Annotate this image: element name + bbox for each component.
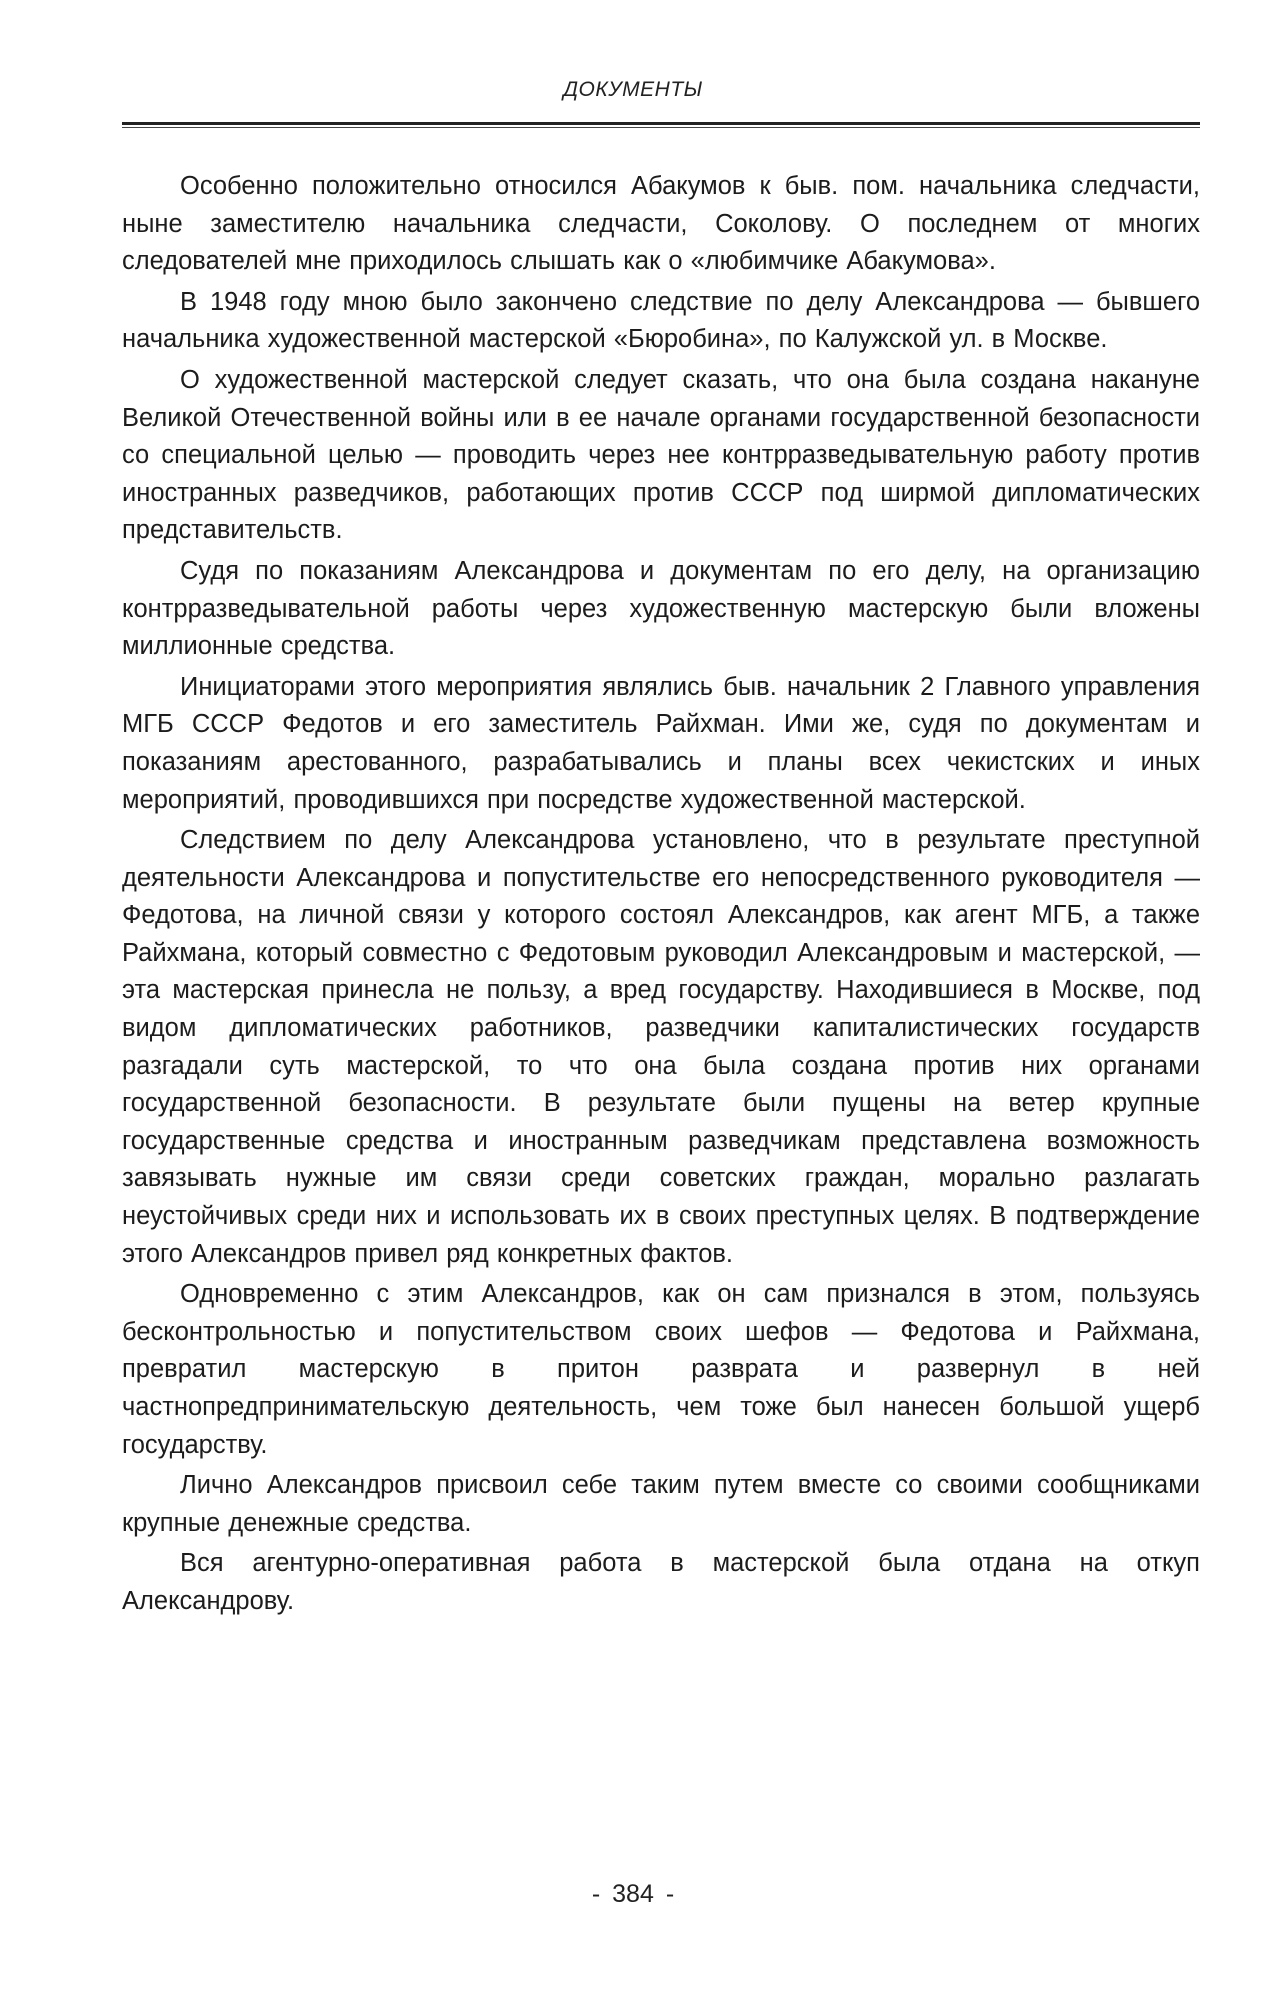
page-number-dash-left: - [591, 1880, 601, 1908]
body-text [122, 168, 1200, 1621]
page-number-value: 384 [612, 1880, 654, 1908]
paragraph-1: Особенно положительно относился Абакумов к быв. пом. начальника следчасти, ныне заместителю начальника следчасти, Соколову. О последнем от многих следователей мне приходилось слышать как о «любимчике Абакумова». [122, 172, 1200, 276]
paragraph-3: О художественной мастерской следует сказать, что она была создана накануне Великой Отечественной войны или в ее начале органами государственной безопасности со специальной целью — проводить через нее контрразведывательную работу против иностранных разведчиков, работающих против СССР под ширмой дипломатических представительств. [122, 365, 1200, 545]
paragraph-5: Инициаторами этого мероприятия являлись быв. начальник 2 Главного управления МГБ СССР Федотов и его заместитель Райхман. Ими же, судя по документам и показаниям арестованного, разрабатывались и планы всех чекистских и иных мероприятий, проводившихся при посредстве художественной мастерской. [122, 672, 1200, 814]
paragraph-2: В 1948 году мною было закончено следствие по делу Александрова — бывшего начальника художественной мастерской «Бюробина», по Калужской ул. в Москве. [122, 287, 1200, 354]
page-number-dash-right: - [665, 1880, 675, 1908]
paragraph-7: Одновременно с этим Александров, как он сам признался в этом, пользуясь бесконтрольностью и попустительством своих шефов — Федотова и Райхмана, превратил мастерскую в притон разврата и развернул в ней частнопредпринимательскую деятельность, чем тоже был нанесен большой ущерб государству. [122, 1280, 1200, 1459]
page-number [0, 1880, 1266, 1909]
paragraph-8: Лично Александров присвоил себе таким путем вместе со своими сообщниками крупные денежные средства. [122, 1471, 1200, 1537]
running-header: ДОКУМЕНТЫ [563, 78, 703, 101]
paragraph-6: Следствием по делу Александрова установлено, что в результате преступной деятельности Александрова и попустительстве его непосредственного руководителя — Федотова, на личной связи у которого состоял Александров, как агент МГБ, а также Райхмана, который совместно с Федотовым руководил Александровым и мастерской, — эта мастерская принесла не пользу, а вред государству. Находившиеся в Москве, под видом дипломатических работников, разведчики капиталистических государств разгадали суть мастерской, то что она была создана против них органами государственной безопасности. В результате были пущены на ветер крупные государственные средства и иностранным разведчикам представлена возможность завязывать нужные им связи среди советских граждан, морально разлагать неустойчивых среди них и использовать их в своих преступных целях. В подтверждение этого Александров привел ряд конкретных фактов. [122, 826, 1200, 1268]
header-rule-thin [122, 127, 1200, 128]
header-rule [122, 122, 1200, 125]
paragraph-4: Судя по показаниям Александрова и документам по его делу, на организацию контрразведывательной работы через художественную мастерскую были вложены миллионные средства. [122, 556, 1200, 661]
paragraph-9: Вся агентурно-оперативная работа в мастерской была отдана на откуп Александрову. [122, 1549, 1200, 1615]
